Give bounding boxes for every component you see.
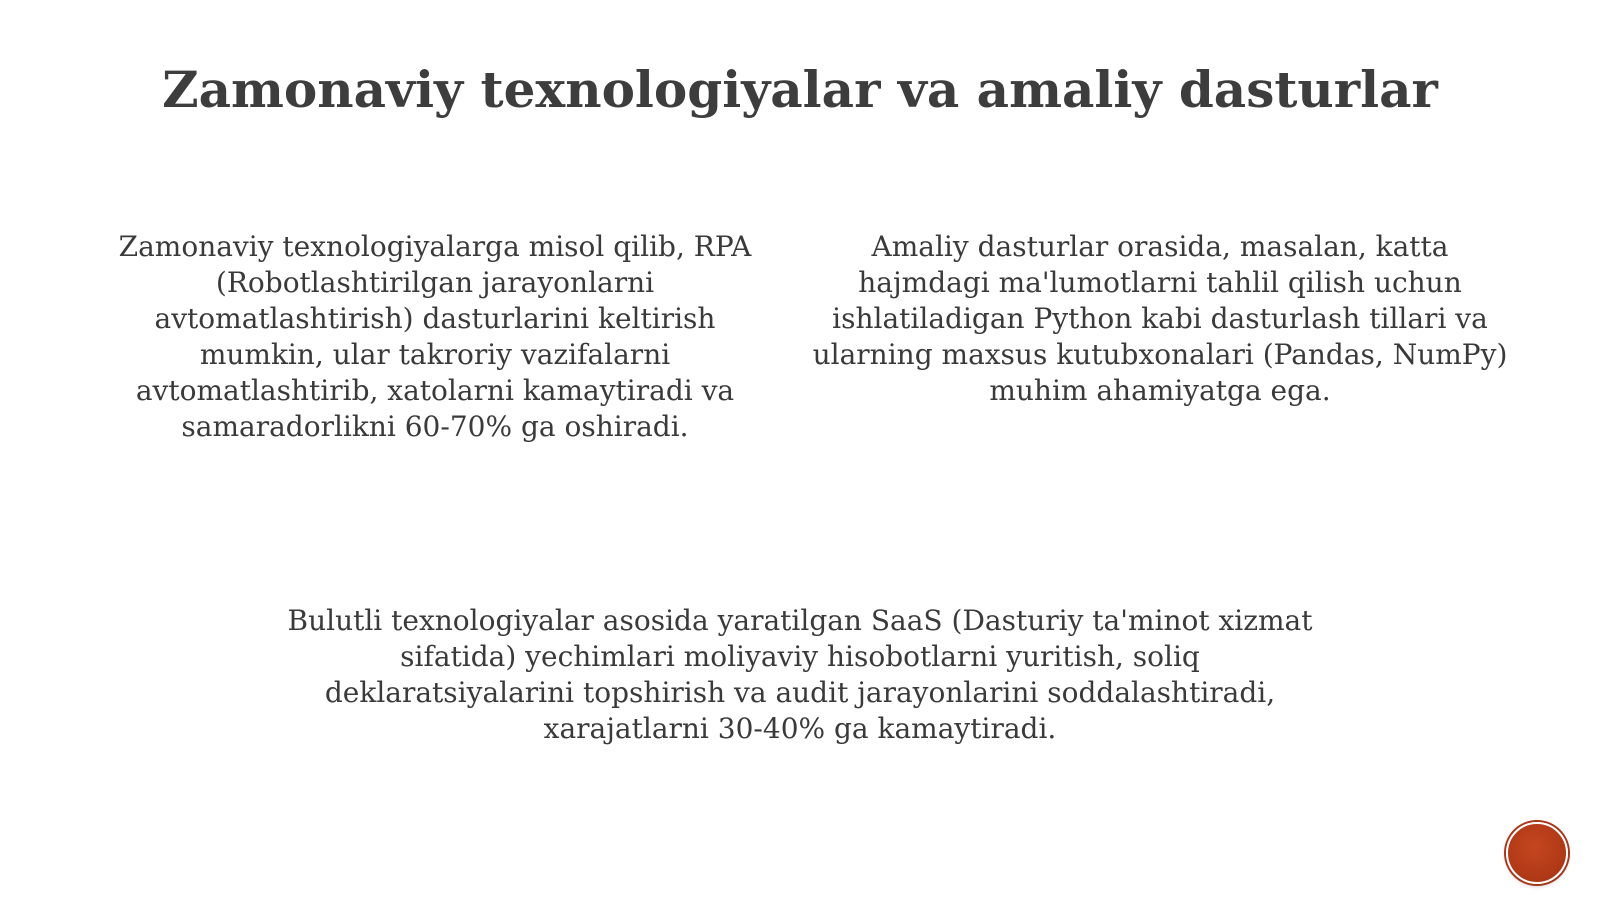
slide-title: Zamonaviy texnologiyalar va amaliy dasturlar <box>162 60 1438 119</box>
right-paragraph: Amaliy dasturlar orasida, masalan, katta hajmdagi ma'lumotlarni tahlil qilish uchun ishlatiladigan Python kabi dasturlash tillari va ularning maxsus kutubxonalari (Pandas, NumPy) muhim ahamiyatga ega. <box>812 230 1508 407</box>
left-paragraph: Zamonaviy texnologiyalarga misol qilib, RPA (Robotlashtirilgan jarayonlarni avtomatlashtirish) dasturlarini keltirish mumkin, ular takroriy vazifalarni avtomatlashtirib, xatolarni kamaytiradi va samaradorlikni 60-70% ga oshiradi. <box>118 230 752 443</box>
slide-nav-button[interactable] <box>1506 822 1568 884</box>
bottom-paragraph: Bulutli texnologiyalar asosida yaratilgan SaaS (Dasturiy ta'minot xizmat sifatida) yechimlari moliyaviy hisobotlarni yuritish, soliq deklaratsiyalarini topshirish va audit jarayonlarini soddalashtiradi, xarajatlarni 30-40% ga kamaytiradi. <box>287 604 1313 745</box>
